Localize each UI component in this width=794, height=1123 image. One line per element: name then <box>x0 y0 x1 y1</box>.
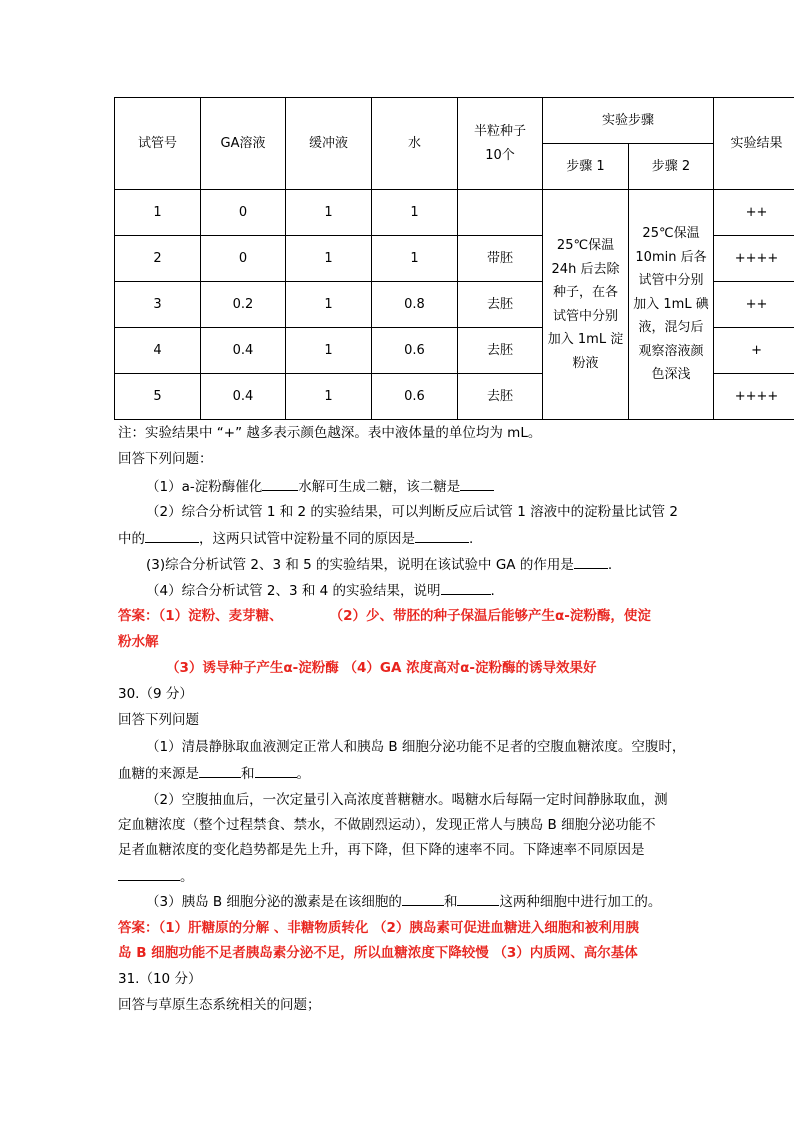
answer-blank <box>118 866 180 881</box>
question-29-1 <box>146 476 494 497</box>
question-30-2: （2）空腹抽血后，一次定量引入高浓度普糖糖水。喝糖水后每隔一定时间静脉取血，测 <box>146 792 668 808</box>
cell-seed <box>458 190 543 236</box>
cell-buffer: 1 <box>286 190 372 236</box>
step1-line: 加入 1mL 淀 <box>547 332 624 347</box>
q1-text-b: 水解可生成二糖，该二糖是 <box>298 479 461 495</box>
question-30-intro: 回答下列问题 <box>118 712 199 728</box>
cell-result: ++ <box>714 282 794 328</box>
cell-step1 <box>543 190 629 420</box>
answer-blank <box>145 528 199 543</box>
cell-tube: 2 <box>115 236 201 282</box>
question-31-intro: 回答与草原生态系统相关的问题； <box>118 997 321 1013</box>
question-29-2-cont <box>118 528 473 549</box>
step2-line: 加入 1mL 碘 <box>633 296 709 312</box>
cell-seed: 带胚 <box>458 236 543 282</box>
question-30-1: （1）清晨静脉取血液测定正常人和胰岛 B 细胞分泌功能不足者的空腹血糖浓度。空腹时， <box>146 739 686 755</box>
cell-buffer: 1 <box>286 328 372 374</box>
cell-result: + <box>714 328 794 374</box>
q30-2-text-d: 。 <box>180 869 194 885</box>
q4-text-b: . <box>490 583 495 599</box>
header-steps: 实验步骤 <box>543 98 714 144</box>
cell-step2 <box>629 190 714 420</box>
step1-line: 24h 后去除 <box>551 261 620 277</box>
question-30-2-line3: 足者血糖浓度的变化趋势都是先上升，再下降，但下降的速率不同。下降速率不同原因是 <box>118 842 645 858</box>
question-30-1-cont <box>118 763 310 784</box>
cell-water: 0.6 <box>372 328 458 374</box>
q30-1-text-d: 。 <box>296 766 310 782</box>
step2-line: 液，混匀后 <box>638 320 704 336</box>
answer-intro: 回答下列问题： <box>118 451 213 467</box>
cell-result: ++ <box>714 190 794 236</box>
cell-ga: 0 <box>201 236 286 282</box>
q2-text-c: ，这两只试管中淀粉量不同的原因是 <box>199 531 415 547</box>
step1-line: 25℃保温 <box>556 238 615 253</box>
cell-tube: 4 <box>115 328 201 374</box>
cell-seed: 去胚 <box>458 282 543 328</box>
question-30-3 <box>146 891 661 912</box>
step2-line: 观察溶液颜 <box>638 343 704 359</box>
cell-buffer: 1 <box>286 374 372 420</box>
answer-blank <box>574 554 608 569</box>
question-31-title: 31.（10 分） <box>118 971 202 987</box>
answer-30-line2: 岛 B 细胞功能不足者胰岛素分泌不足，所以血糖浓度下降较慢 （3）内质网、高尔基体 <box>118 945 638 961</box>
question-29-3 <box>146 554 612 575</box>
q30-3-text-b: 和 <box>443 894 458 910</box>
question-30-2-line2: 定血糖浓度（整个过程禁食、禁水，不做剧烈运动），发现正常人与胰岛 B 细胞分泌功能不 <box>118 817 656 833</box>
header-step1: 步骤 1 <box>543 144 629 190</box>
step1-line: 试管中分别 <box>552 308 618 324</box>
q1-text-a: （1）a-淀粉酶催化 <box>146 479 263 495</box>
cell-tube: 1 <box>115 190 201 236</box>
cell-seed: 去胚 <box>458 374 543 420</box>
question-29-2: （2）综合分析试管 1 和 2 的实验结果，可以判断反应后试管 1 溶液中的淀粉量比试管 2 <box>146 504 678 520</box>
table-note: 注：实验结果中 “+” 越多表示颜色越深。表中液体量的单位均为 mL。 <box>118 425 542 441</box>
cell-result: ++++ <box>714 236 794 282</box>
cell-water: 0.8 <box>372 282 458 328</box>
header-result: 实验结果 <box>714 98 794 190</box>
cell-tube: 5 <box>115 374 201 420</box>
header-tube: 试管号 <box>115 98 201 190</box>
header-seed-line1: 半粒种子 <box>473 124 526 139</box>
header-water: 水 <box>372 98 458 190</box>
cell-water: 0.6 <box>372 374 458 420</box>
cell-ga: 0.4 <box>201 328 286 374</box>
cell-ga: 0.4 <box>201 374 286 420</box>
answer-29-line2: 粉水解 <box>118 634 159 650</box>
cell-buffer: 1 <box>286 282 372 328</box>
cell-water: 1 <box>372 190 458 236</box>
answer-blank <box>460 476 494 491</box>
header-ga: GA溶液 <box>201 98 286 190</box>
q3-text-a: (3)综合分析试管 2、3 和 5 的实验结果，说明在该试验中 GA 的作用是 <box>146 557 574 573</box>
header-seed-line2: 10个 <box>485 147 515 163</box>
q30-1-text-b: 血糖的来源是 <box>118 766 199 782</box>
cell-result: ++++ <box>714 374 794 420</box>
answer-blank <box>415 528 469 543</box>
header-seed <box>458 98 543 190</box>
q2-text-d: . <box>469 531 474 547</box>
step2-line: 10min 后各 <box>635 249 707 265</box>
q30-3-text-a: （3）胰岛 B 细胞分泌的激素是在该细胞的 <box>146 894 402 910</box>
answer-blank <box>262 476 298 491</box>
cell-ga: 0.2 <box>201 282 286 328</box>
q2-text-b: 中的 <box>118 531 145 547</box>
header-buffer: 缓冲液 <box>286 98 372 190</box>
q4-text-a: （4）综合分析试管 2、3 和 4 的实验结果，说明 <box>146 583 441 599</box>
answer-blank <box>199 763 241 778</box>
answer-blank <box>441 580 491 595</box>
step2-line: 色深浅 <box>651 367 691 383</box>
table-row <box>115 190 794 236</box>
question-30-title: 30.（9 分） <box>118 686 193 702</box>
step2-line: 试管中分别 <box>638 273 704 289</box>
step1-line: 种子，在各 <box>552 285 618 300</box>
q30-1-text-c: 和 <box>241 766 255 782</box>
cell-tube: 3 <box>115 282 201 328</box>
experiment-table <box>114 97 794 420</box>
answer-30-line1: 答案：（1）肝糖原的分解 、非糖物质转化 （2）胰岛素可促进血糖进入细胞和被利用胰 <box>118 920 639 936</box>
question-29-4 <box>146 580 495 601</box>
answer-29-line3: （3）诱导种子产生α-淀粉酶 （4）GA 浓度高对α-淀粉酶的诱导效果好 <box>166 660 597 676</box>
cell-seed: 去胚 <box>458 328 543 374</box>
cell-buffer: 1 <box>286 236 372 282</box>
cell-water: 1 <box>372 236 458 282</box>
q30-3-text-c: 这两种细胞中进行加工的。 <box>499 894 662 910</box>
answer-blank <box>457 891 499 906</box>
cell-ga: 0 <box>201 190 286 236</box>
header-step2: 步骤 2 <box>629 144 714 190</box>
step2-line: 25℃保温 <box>642 226 700 242</box>
answer-blank <box>255 763 297 778</box>
answer-blank <box>402 891 444 906</box>
q3-text-b: . <box>607 557 613 573</box>
answer-29-line1: 答案：（1）淀粉、麦芽糖、 （2）少、带胚的种子保温后能够产生α-淀粉酶，使淀 <box>118 608 651 624</box>
question-30-2-line4 <box>118 866 194 887</box>
step1-line: 粉液 <box>572 355 599 371</box>
